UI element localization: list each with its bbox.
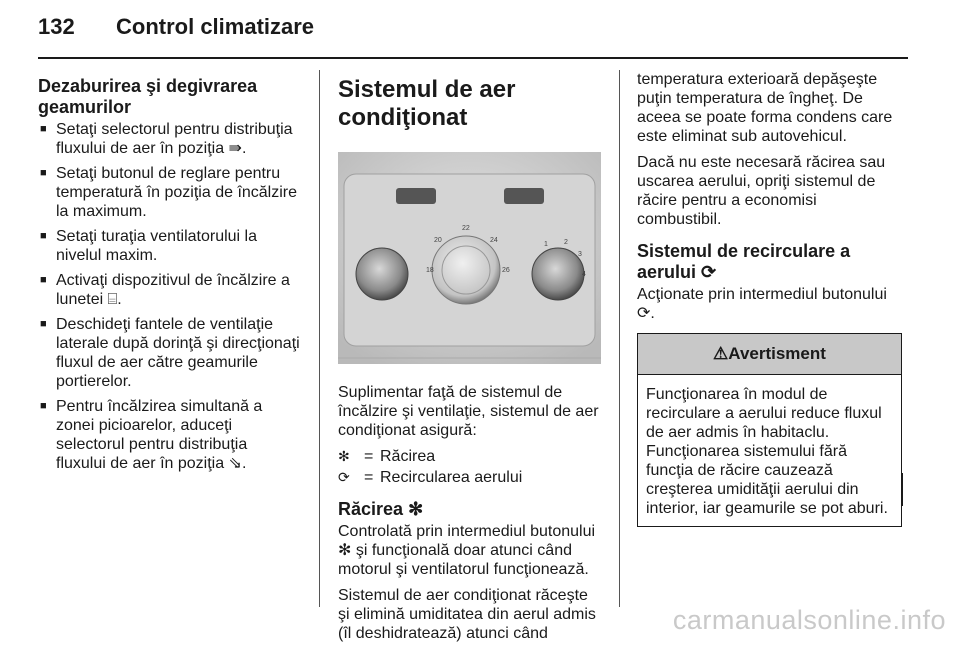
column-divider-3 bbox=[902, 473, 903, 506]
cooling-paragraph-2: Sistemul de aer condiţionat răceşte şi elimină umiditatea din aerul admis (îl deshidratează) atunci când bbox=[338, 587, 596, 642]
column-left bbox=[38, 70, 300, 479]
dial-number: 1 bbox=[544, 241, 548, 248]
recirculation-icon: ⟳ bbox=[338, 469, 350, 485]
warning-icon: ⚠ bbox=[713, 344, 729, 363]
defog-steps-list bbox=[38, 120, 300, 473]
page-number: 132 bbox=[38, 14, 75, 39]
list-item: ■ Setaţi selectorul pentru distribuţia fluxului de aer în poziţia ⇛. bbox=[38, 120, 300, 158]
section-heading-defog: Dezaburirea şi degivrarea geamurilor bbox=[38, 76, 258, 117]
header-rule bbox=[38, 57, 908, 59]
dial-number: 4 bbox=[582, 271, 586, 278]
column-divider-2 bbox=[619, 70, 620, 607]
dial-number: 24 bbox=[490, 237, 498, 244]
list-item: ■ Pentru încălzirea simultană a zonei picioarelor, aduceţi selectorul pentru distribuţia fluxului de aer în poziţia ⇘. bbox=[38, 397, 300, 473]
climate-control-panel-image bbox=[338, 152, 601, 364]
snowflake-icon: ✻ bbox=[408, 499, 424, 519]
recirculation-paragraph: Acţionate prin intermediul butonului ⟳. bbox=[637, 286, 887, 322]
column-divider-1 bbox=[319, 70, 320, 607]
cooling-paragraph-3: temperatura exterioară depăşeşte puţin temperatura de îngheţ. De aceea se poate forma condens care este eliminat sub autovehicul. bbox=[637, 71, 893, 145]
warning-body: Funcţionarea în modul de recirculare a aerului reduce fluxul de aer admis în habitaclu. Funcţionarea sistemului fără funcţia de răcire cauzează creşterea umidităţii aerului din interior, iar geamurile se pot aburi. bbox=[646, 386, 888, 517]
warning-header bbox=[638, 334, 901, 375]
snowflake-icon: ✻ bbox=[338, 448, 350, 464]
warning-box bbox=[637, 333, 902, 527]
ac-intro: Suplimentar faţă de sistemul de încălzire şi ventilaţie, sistemul de aer condiţionat asigură: bbox=[338, 384, 599, 439]
section-heading-ac: Sistemul de aer condiţionat bbox=[338, 76, 516, 131]
function-label-recirculation: Recircularea aerului bbox=[380, 469, 523, 486]
section-heading-cooling bbox=[338, 499, 603, 520]
watermark-text: carmanualsonline.info bbox=[672, 605, 946, 635]
function-label-cooling: Răcirea bbox=[380, 448, 436, 465]
column-middle bbox=[338, 70, 603, 650]
warning-title: Avertisment bbox=[728, 344, 826, 363]
dial-number: 20 bbox=[434, 237, 442, 244]
ac-function-list bbox=[338, 447, 603, 487]
equals-sign: = bbox=[364, 469, 374, 486]
recirculation-icon: ⟳ bbox=[701, 262, 717, 282]
dial-number: 3 bbox=[578, 251, 582, 258]
list-item: ■ Activaţi dispozitivul de încălzire a lunetei ⌸. bbox=[38, 271, 300, 309]
list-item: ■ Deschideţi fantele de ventilaţie laterale după dorinţă şi direcţionaţi fluxul de aer către geamurile portierelor. bbox=[38, 315, 300, 391]
dial-number: 26 bbox=[502, 267, 510, 274]
page-header bbox=[38, 14, 314, 40]
cooling-heading-text: Răcirea bbox=[338, 499, 404, 519]
cooling-paragraph-1: Controlată prin intermediul butonului ✻ şi funcţională doar atunci când motorul şi ventilatorul funcţionează. bbox=[338, 523, 596, 578]
dial-number: 22 bbox=[462, 225, 470, 232]
page-title: Control climatizare bbox=[116, 14, 315, 39]
equals-sign: = bbox=[364, 448, 374, 465]
list-item: ■ Setaţi butonul de reglare pentru temperatură în poziţia de încălzire la maximum. bbox=[38, 164, 300, 221]
cooling-paragraph-4: Dacă nu este necesară răcirea sau uscarea aerului, opriţi sistemul de răcire pentru a economisi combustibil. bbox=[637, 154, 886, 228]
column-right bbox=[637, 70, 902, 527]
dial-number: 18 bbox=[426, 267, 434, 274]
list-item: ■ Setaţi turaţia ventilatorului la nivelul maxim. bbox=[38, 227, 300, 265]
recirculation-heading-text: Sistemul de recirculare a aerului bbox=[637, 241, 851, 282]
dial-number: 2 bbox=[564, 239, 568, 246]
section-heading-recirculation bbox=[637, 241, 902, 283]
